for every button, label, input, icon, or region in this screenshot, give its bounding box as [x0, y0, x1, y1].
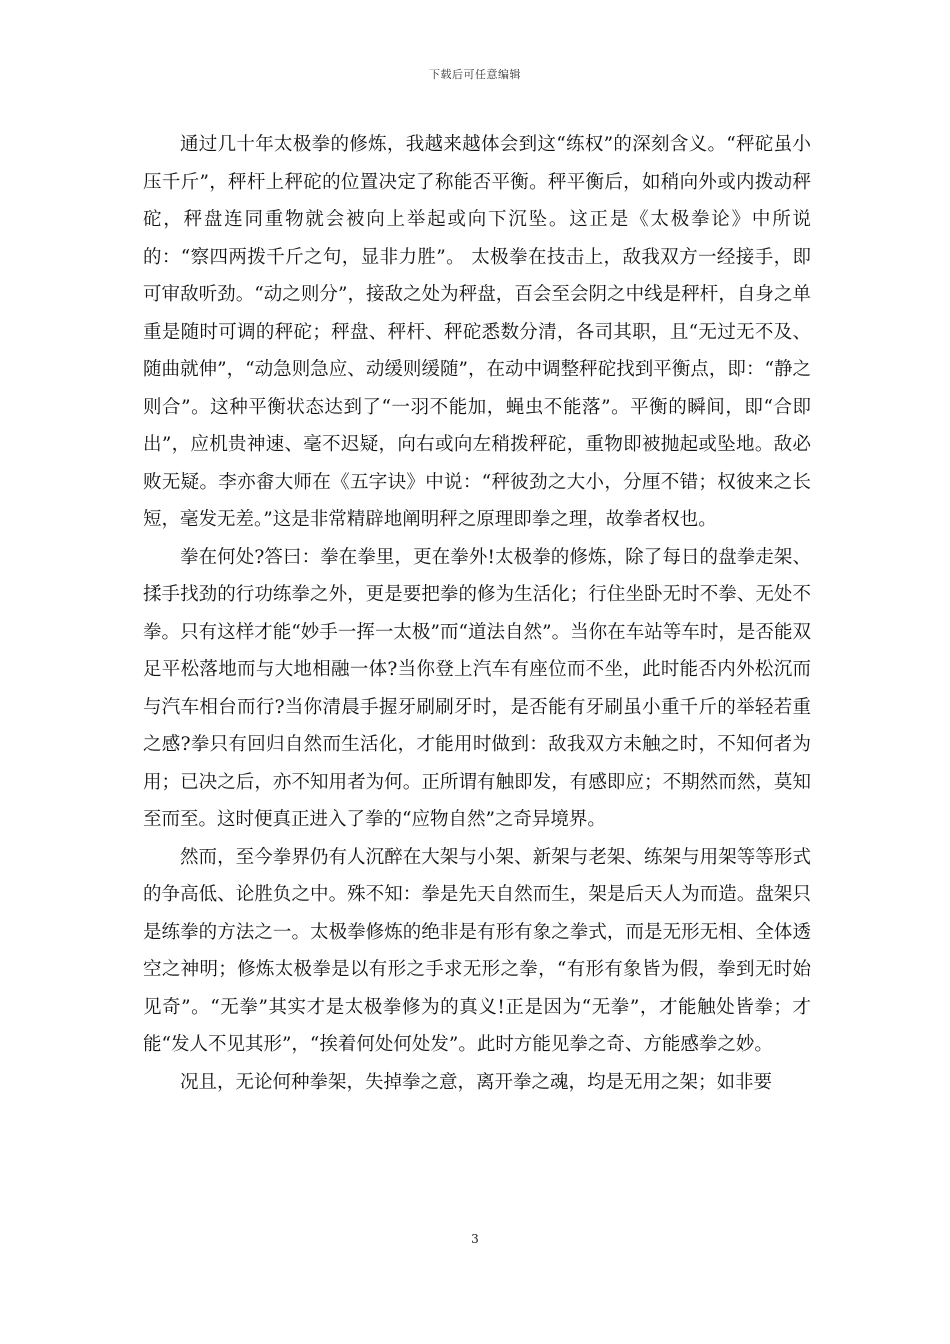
paragraph-2: 拳在何处?答曰：拳在拳里，更在拳外!太极拳的修炼，除了每日的盘拳走架、揉手找劲的行功练拳之外，更是要把拳的修为生活化；行住坐卧无时不拳、无处不拳。只有这样才能“妙手一挥一太极”而“道法自然”。当你在车站等车时，是否能双足平松落地而与大地相融一体?当你登上汽车有座位而不坐，此时能否内外松沉而与汽车相台而行?当你清晨手握牙刷刷牙时，是否能有牙刷虽小重千斤的举轻若重之感?拳只有回归自然而生活化，才能用时做到：敌我双方未触之时，不知何者为用；已决之后，亦不知用者为何。正所谓有触即发，有感即应；不期然而然，莫知至而至。这时便真正进入了拳的“应物自然”之奇异境界。 — [143, 546, 811, 830]
page-header: 下载后可任意编辑 — [429, 68, 521, 81]
page-number: 3 — [471, 1232, 479, 1246]
paragraph-4: 况且，无论何种拳架，失掉拳之意，离开拳之魂，均是无用之架；如非要 — [180, 1071, 773, 1093]
paragraph-1: 通过几十年太极拳的修炼，我越来越体会到这“练权”的深刻含义。“秤砣虽小压千斤”，秤杆上秤砣的位置决定了称能否平衡。秤平衡后，如稍向外或内拨动秤砣，秤盘连同重物就会被向上举起或向下沉坠。这正是《太极拳论》中所说的：“察四两拨千斤之句，显非力胜”。 太极拳在技击上，敌我双方一经接手，即可审敌听劲。“动之则分”，接敌之处为秤盘，百会至会阴之中线是秤杆，自身之单重是随时可调的秤砣；秤盘、秤杆、秤砣悉数分清，各司其职，且“无过无不及、随曲就伸”，“动急则急应、动缓则缓随”，在动中调整秤砣找到平衡点，即：“静之则合”。这种平衡状态达到了“一羽不能加，蝇虫不能落”。平衡的瞬间，即“合即出”，应机贵神速、毫不迟疑，向右或向左稍拨秤砣，重物即被抛起或坠地。敌必败无疑。李亦畬大师在《五字诀》中说：“秤彼劲之大小，分厘不错；权彼来之长短，毫发无差。”这是非常精辟地阐明秤之原理即拳之理，故拳者权也。 — [143, 134, 811, 530]
document-body — [143, 126, 811, 1101]
paragraph-3: 然而，至今拳界仍有人沉醉在大架与小架、新架与老架、练架与用架等等形式的争高低、论胜负之中。殊不知：拳是先天自然而生，架是后天人为而造。盘架只是练拳的方法之一。太极拳修炼的绝非是有形有象之拳式，而是无形无相、全体透空之神明；修炼太极拳是以有形之手求无形之拳，“有形有象皆为假，拳到无时始见奇”。“无拳”其实才是太极拳修为的真义!正是因为“无拳”，才能触处皆拳；才能“发人不见其形”，“挨着何处何处发”。此时方能见拳之奇、方能感拳之妙。 — [143, 846, 811, 1055]
